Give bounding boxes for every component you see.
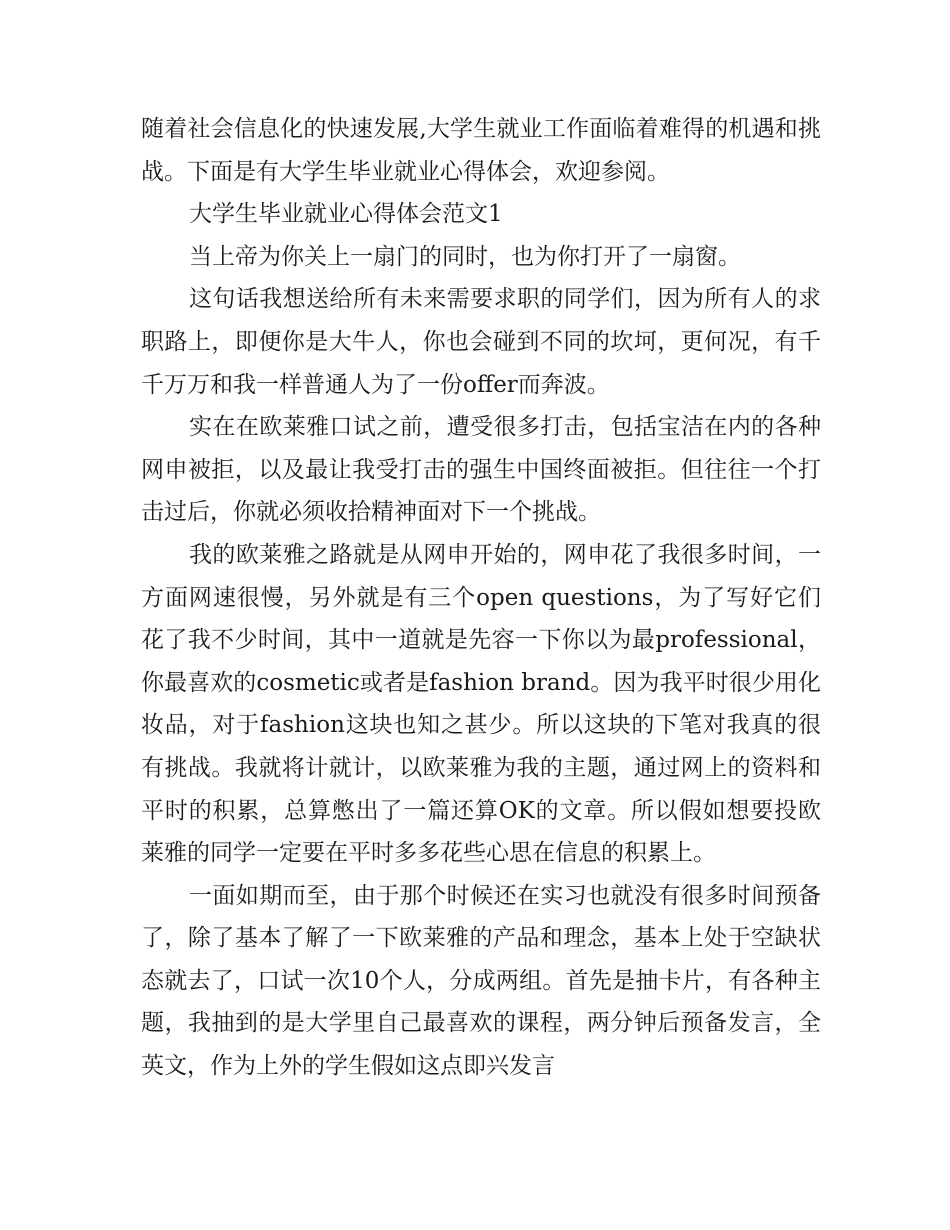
paragraph: 一面如期而至，由于那个时候还在实习也就没有很多时间预备了，除了基本了解了一下欧莱雅的产品和理念，基本上处于空缺状态就去了，口试一次10个人，分成两组。首先是抽卡片，有各种主题，我抽到的是大学里自己最喜欢的课程，两分钟后预备发言，全英文，作为上外的学生假如这点即兴发言 — [141, 882, 821, 1080]
section-heading: 大学生毕业就业心得体会范文1 — [189, 201, 503, 228]
paragraph: 实在在欧莱雅口试之前，遭受很多打击，包括宝洁在内的各种网申被拒，以及最让我受打击的强生中国终面被拒。但往往一个打击过后，你就必须收拾精神面对下一个挑战。 — [141, 414, 821, 526]
paragraph: 这句话我想送给所有未来需要求职的同学们，因为所有人的求职路上，即便你是大牛人，你也会碰到不同的坎坷，更何况，有千千万万和我一样普通人为了一份offer而奔波。 — [141, 286, 821, 398]
paragraph: 当上帝为你关上一扇门的同时，也为你打开了一扇窗。 — [189, 243, 741, 270]
paragraph: 我的欧莱雅之路就是从网申开始的，网申花了我很多时间，一方面网速很慢，另外就是有三个open questions，为了写好它们花了我不少时间，其中一道就是先容一下你以为最professional，你最喜欢的cosmetic或者是fashion brand。因为我平时很少用化妆品，对于fashion这块也知之甚少。所以这块的下笔对我真的很有挑战。我就将计就计，以欧莱雅为我的主题，通过网上的资料和平时的积累，总算憋出了一篇还算OK的文章。所以假如想要投欧莱雅的同学一定要在平时多多花些心思在信息的积累上。 — [141, 541, 821, 867]
paragraph-intro: 随着社会信息化的快速发展,大学生就业工作面临着难得的机遇和挑战。下面是有大学生毕业就业心得体会，欢迎参阅。 — [141, 116, 821, 185]
document-body — [141, 108, 821, 1088]
